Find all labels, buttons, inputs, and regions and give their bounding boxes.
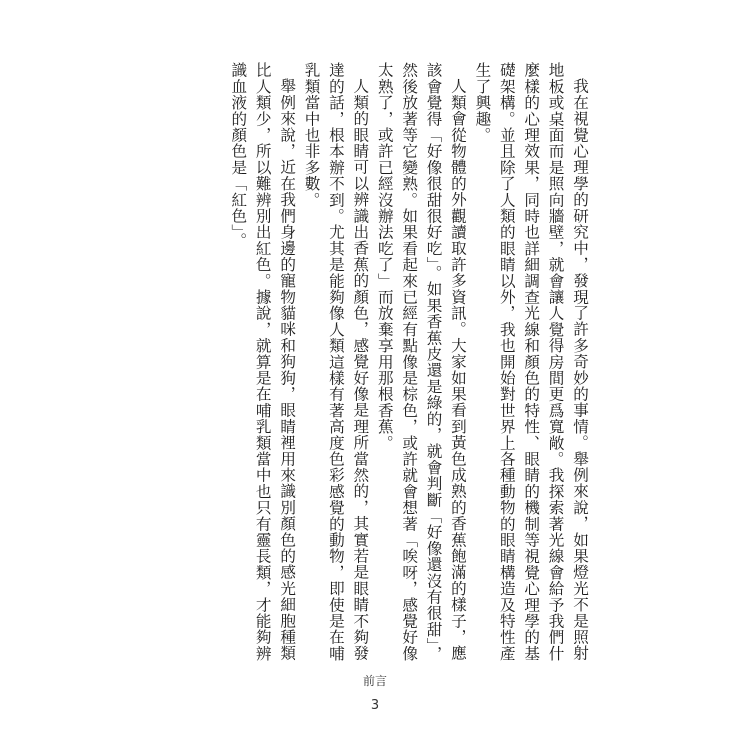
paragraph-3: 人類的眼睛可以辨識出香蕉的顏色，感覺好像是理所當然的，其實若是眼睛不夠發達的話，根本辦不到。尤其是能夠像人類這樣有著高度色彩感覺的動物，即使是在哺乳類當中也非多數。 [302, 62, 370, 662]
paragraph-1: 我在視覺心理學的研究中，發現了許多奇妙的事情。舉例來說，如果燈光不是照射地板或桌面而是照向牆壁，就會讓人覺得房間更爲寬敞。我探索著光線會給予我們什麼樣的心理效果，同時也詳細調查光線和顏色的特性、眼睛的機制等視覺心理學的基礎架構。並且除了人類的眼睛以外，我也開始對世界上各種動物的眼睛構造及特性產生了興趣。 [473, 62, 589, 662]
page-number: 3 [370, 698, 380, 713]
body-text [172, 62, 592, 662]
paragraph-4: 舉例來說，近在我們身邊的寵物貓咪和狗狗，眼睛裡用來識別顏色的感光細胞種類比人類少，所以難辨別出紅色。據說，就算是在哺乳類當中也只有靈長類，才能夠辨識血液的顏色是「紅色」。 [229, 62, 297, 662]
paragraph-2: 人類會從物體的外觀讀取許多資訊。大家如果看到黃色成熟的香蕉飽滿的樣子，應該會覺得「好像很甜很好吃」。如果香蕉皮還是綠的，就會判斷「好像還沒有很甜」，然後放著等它變熟。如果看起來已經有點像是棕色，或許就會想著「唉呀，感覺好像太熟了，或許已經沒辦法吃了」而放棄享用那根香蕉。 [375, 62, 467, 662]
chapter-label: 前言 [362, 674, 387, 688]
